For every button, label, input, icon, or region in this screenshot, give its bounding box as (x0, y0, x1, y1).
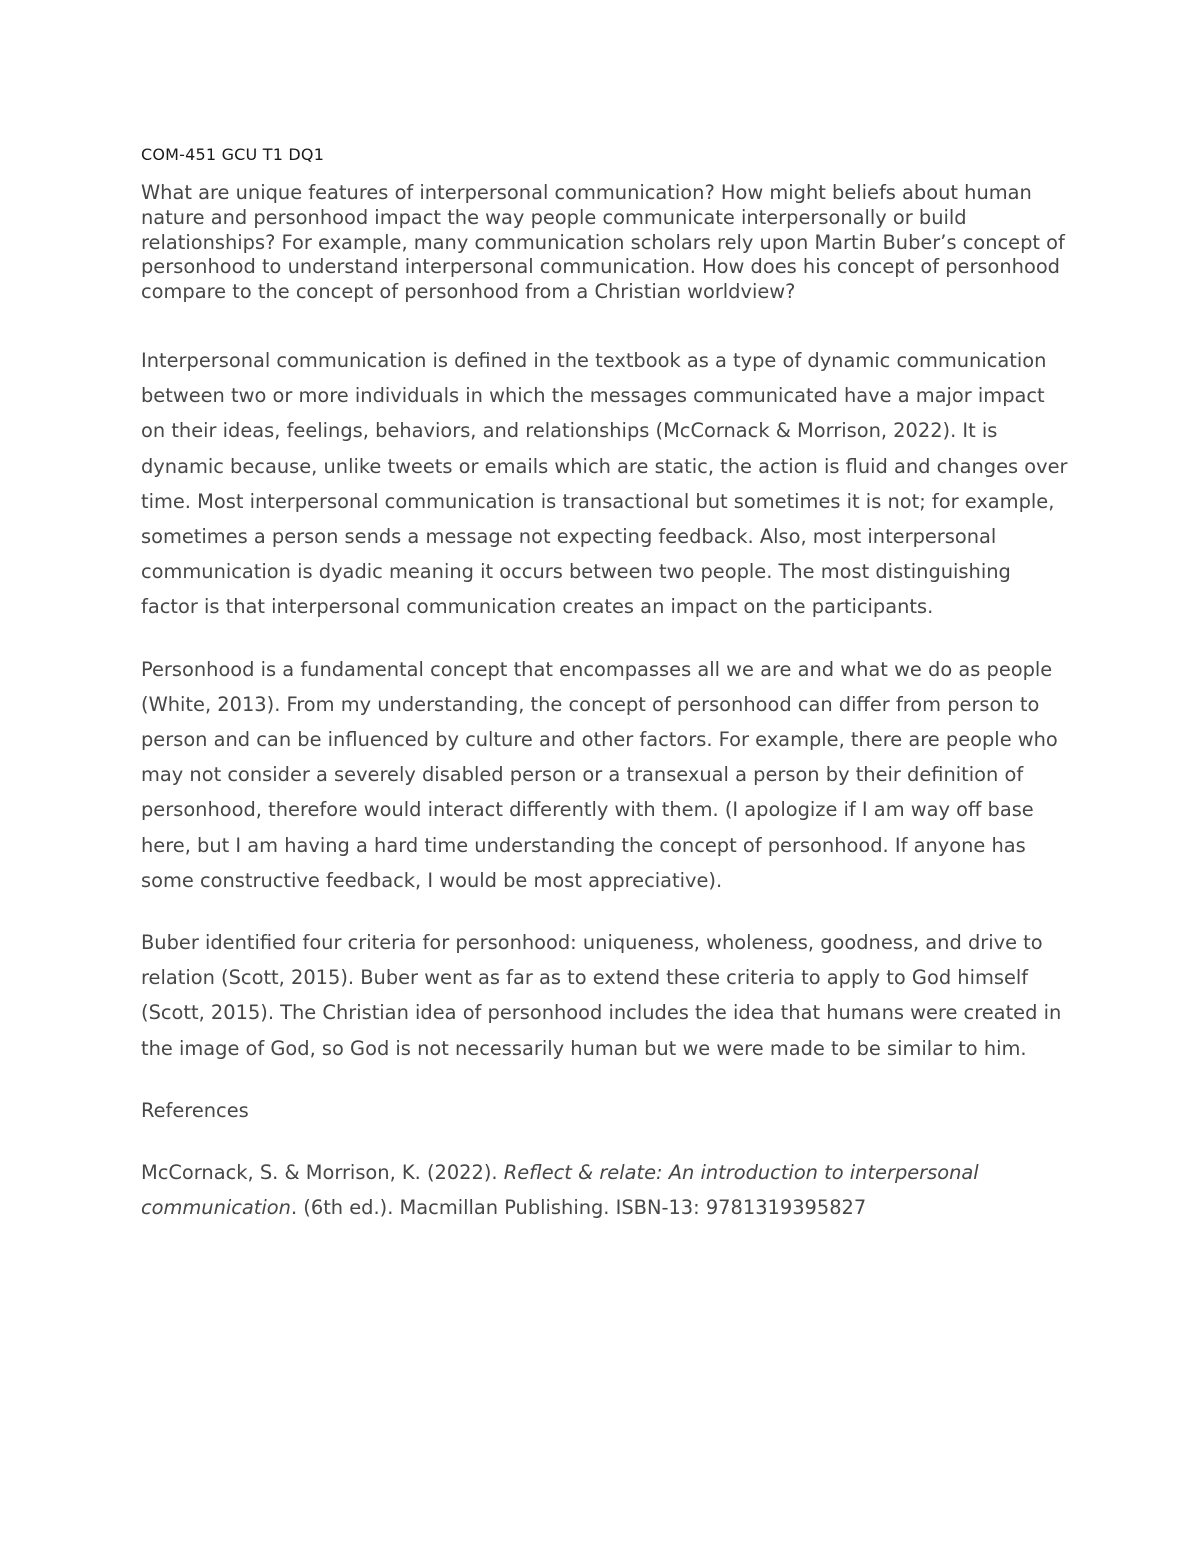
discussion-prompt: What are unique features of interpersonal communication? How might beliefs about human nature and personhood impact the way people communicate interpersonally or build relationships? For example, many communication scholars rely upon Martin Buber’s concept of personhood to understand interpersonal communication. How does his concept of personhood compare to the concept of personhood from a Christian worldview? (141, 181, 1065, 304)
document-body (141, 142, 1071, 1225)
paragraph-buber-criteria: Buber identified four criteria for personhood: uniqueness, wholeness, goodness, and drive to relation (Scott, 2015). Buber went as far as to extend these criteria to apply to God himself (Scott, 2015). The Christian idea of personhood includes the idea that humans were created in the image of God, so God is not necessarily human but we were made to be similar to him. (141, 931, 1062, 1060)
references-heading: References (141, 1098, 249, 1122)
paragraph-interpersonal-communication: Interpersonal communication is defined in the textbook as a type of dynamic communication between two or more individuals in which the messages communicated have a major impact on their ideas, feelings, behaviors, and relationships (McCornack & Morrison, 2022). It is dynamic because, unlike tweets or emails which are static, the action is fluid and changes over time. Most interpersonal communication is transactional but sometimes it is not; for example, sometimes a person sends a message not expecting feedback. Also, most interpersonal communication is dyadic meaning it occurs between two people. The most distinguishing factor is that interpersonal communication creates an impact on the participants. (141, 348, 1068, 619)
reference-authors: McCornack, S. & Morrison, K. (2022). (141, 1161, 504, 1185)
reference-entry (141, 1155, 1071, 1225)
reference-work-title: Reflect & relate: An introduction to interpersonal communication (141, 1161, 979, 1220)
paragraph-personhood: Personhood is a fundamental concept that encompasses all we are and what we do as people (White, 2013). From my understanding, the concept of personhood can differ from person to person and can be influenced by culture and other factors. For example, there are people who may not consider a severely disabled person or a transexual a person by their definition of personhood, therefore would interact differently with them. (I apologize if I am way off base here, but I am having a hard time understanding the concept of personhood. If anyone has some constructive feedback, I would be most appreciative). (141, 657, 1058, 892)
reference-details: . (6th ed.). Macmillan Publishing. ISBN-13: 9781319395827 (290, 1196, 867, 1220)
document-title: COM-451 GCU T1 DQ1 (141, 145, 325, 164)
